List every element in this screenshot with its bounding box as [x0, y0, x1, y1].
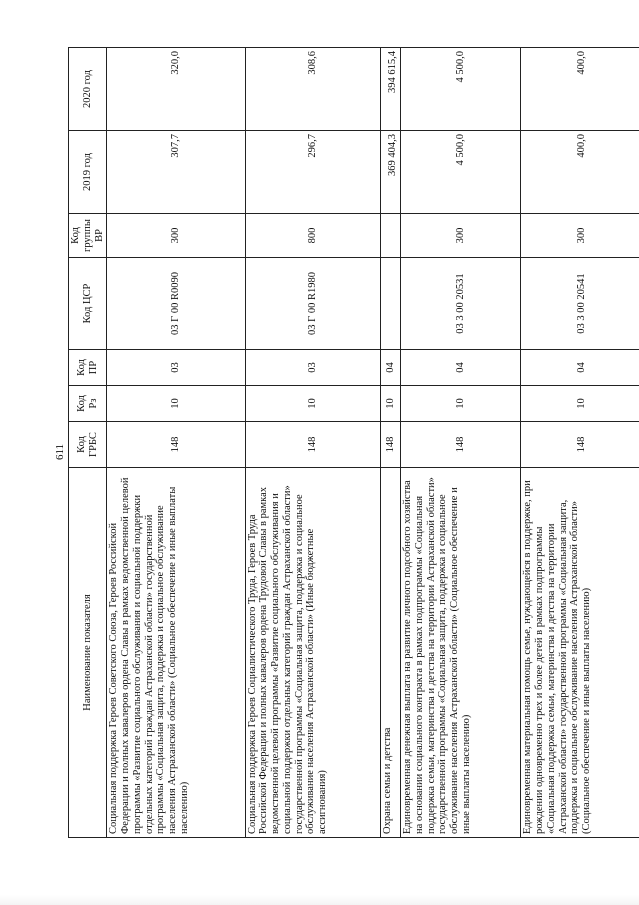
row-rz: 10 [245, 386, 380, 422]
table-row [521, 48, 639, 838]
page-bottom-edge [0, 895, 639, 905]
row-pr: 04 [521, 350, 639, 386]
header-grbs: Код ГРБС [69, 422, 107, 468]
row-rz: 10 [401, 386, 521, 422]
row-name: Охрана семьи и детства [380, 468, 400, 838]
row-2019: 400,0 [521, 131, 639, 214]
header-rz: Код Рз [69, 386, 107, 422]
header-name: Наименование показателя [69, 468, 107, 838]
row-csr: 03 3 00 20541 [521, 258, 639, 350]
table-row [107, 48, 245, 838]
header-vr: Код группы ВР [69, 214, 107, 258]
row-pr: 04 [380, 350, 400, 386]
row-2020: 320,0 [107, 48, 245, 131]
row-name: Социальная поддержка Героев Советского Союза, Героев Российской Федерации и полных кавалеров ордена Славы в рамках ведомственной целевой программы «Развитие социального обслуживания и социальной поддержки отдельных категорий граждан Астраханской области» государственной программы «Социальная защита, поддержка и социальное обслуживание населения Астраханской области» (Социальное обеспечение и иные выплаты населению) [107, 468, 245, 838]
row-vr: 300 [401, 214, 521, 258]
row-rz: 10 [521, 386, 639, 422]
row-2019: 4 500,0 [401, 131, 521, 214]
row-grbs: 148 [380, 422, 400, 468]
row-pr: 03 [245, 350, 380, 386]
row-grbs: 148 [245, 422, 380, 468]
row-2020: 308,6 [245, 48, 380, 131]
row-2019: 369 404,3 [380, 131, 400, 214]
budget-table-wrapper [68, 48, 639, 838]
row-name: Социальная поддержка Героев Социалистического Труда, Героев Труда Российской Федерации и полных кавалеров ордена Трудовой Славы в рамках ведомственной целевой программы «Развитие социального обслуживания и социальной поддержки отдельных категорий граждан Астраханской области» государственной программы «Социальная защита, поддержка и социальное обслуживание населения Астраханской области» (Иные бюджетные ассигнования) [245, 468, 380, 838]
page-number: 611 [54, 443, 66, 461]
row-rz: 10 [380, 386, 400, 422]
row-vr [380, 214, 400, 258]
row-rz: 10 [107, 386, 245, 422]
row-2020: 400,0 [521, 48, 639, 131]
row-pr: 03 [107, 350, 245, 386]
row-grbs: 148 [401, 422, 521, 468]
row-grbs: 148 [521, 422, 639, 468]
budget-table [68, 47, 639, 838]
header-pr: Код ПР [69, 350, 107, 386]
table-row [380, 48, 400, 838]
header-2020: 2020 год [69, 48, 107, 131]
header-2019: 2019 год [69, 131, 107, 214]
row-grbs: 148 [107, 422, 245, 468]
row-csr: 03 Г 00 R1980 [245, 258, 380, 350]
row-name: Единовременная денежная выплата на развитие личного подсобного хозяйства на основании социального контракта в рамках подпрограммы «Социальная поддержка семьи, материнства и детства на территории Астраханской области» государственной программы «Социальная защита, поддержка и социальное обслуживание населения Астраханской области» (Социальное обеспечение и иные выплаты населению) [401, 468, 521, 838]
row-csr [380, 258, 400, 350]
row-pr: 04 [401, 350, 521, 386]
row-2019: 296,7 [245, 131, 380, 214]
row-csr: 03 Г 00 R0090 [107, 258, 245, 350]
row-csr: 03 3 00 20531 [401, 258, 521, 350]
table-header-row [69, 48, 107, 838]
row-vr: 300 [107, 214, 245, 258]
row-2020: 4 500,0 [401, 48, 521, 131]
row-2019: 307,7 [107, 131, 245, 214]
row-2020: 394 615,4 [380, 48, 400, 131]
header-csr: Код ЦСР [69, 258, 107, 350]
row-name: Единовременная материальная помощь семье, нуждающейся в поддержке, при рождении одновременно трех и более детей в рамках подпрограммы «Социальная поддержка семьи, материнства и детства на территории Астраханской области» государственной программы «Социальная защита, поддержка и социальное обслуживание населения Астраханской области» (Социальное обеспечение и иные выплаты населению) [521, 468, 639, 838]
table-row [245, 48, 380, 838]
table-row [401, 48, 521, 838]
row-vr: 800 [245, 214, 380, 258]
row-vr: 300 [521, 214, 639, 258]
